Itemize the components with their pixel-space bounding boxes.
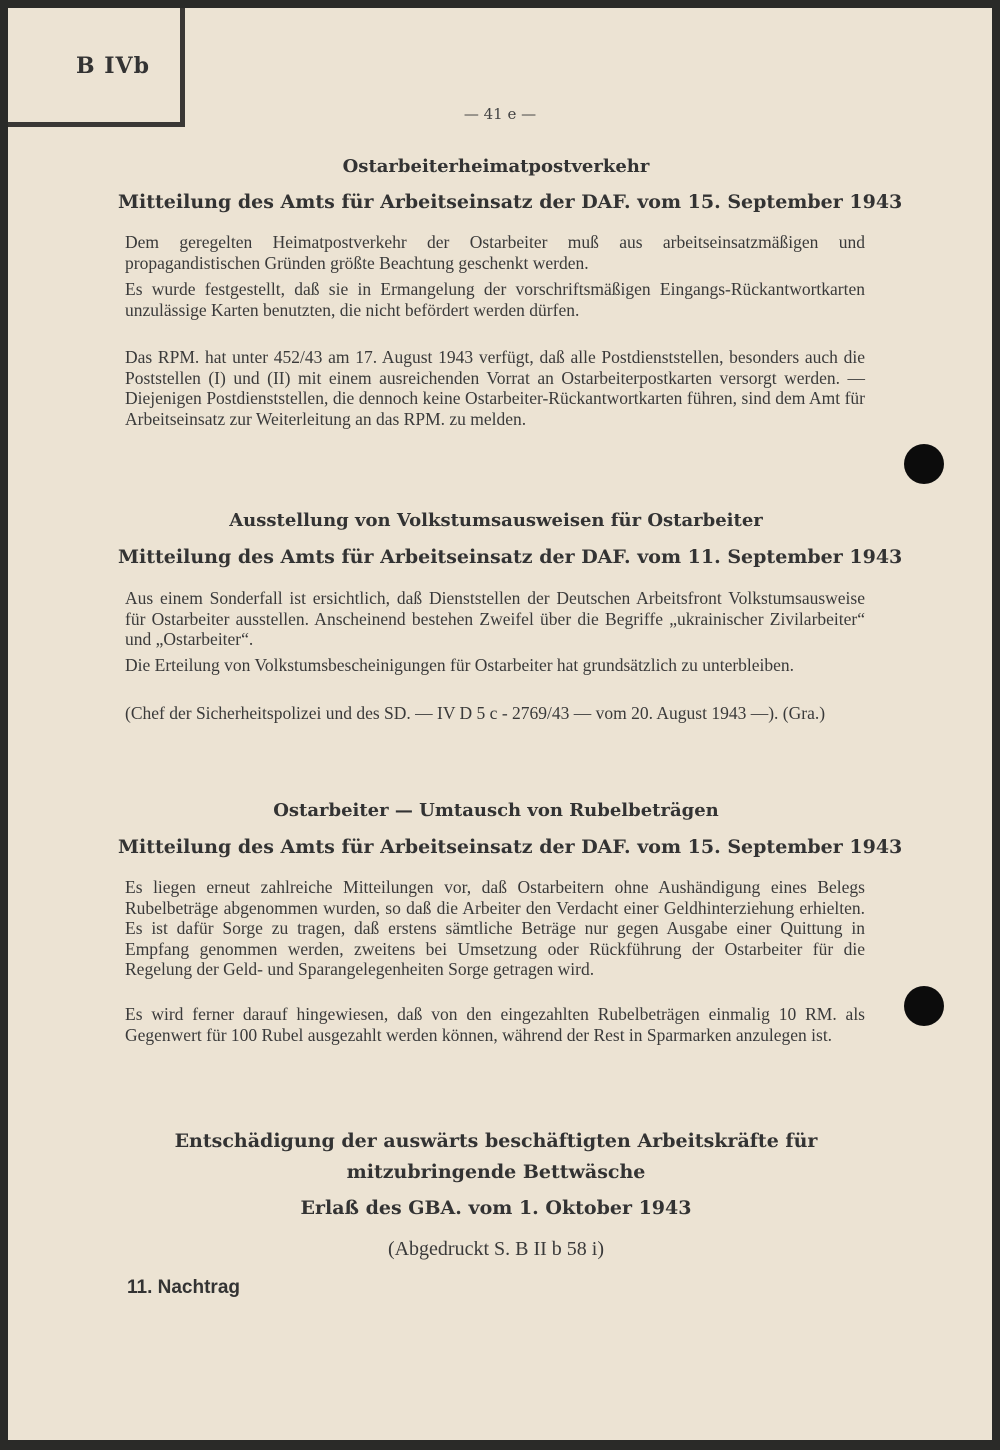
section-3-paragraph-1: Es liegen erneut zahlreiche Mitteilungen vor, daß Ostarbeitern ohne Aushändigung eines Belegs Rubelbeträge abgenommen wurden, so daß die Arbeiter den Verdacht einer Geldhinterziehung erhielten. Es ist dafür Sorge zu tragen, daß erstens sämtliche Beträge nur gegen Ausgabe einer Quittung in Empfang genommen werden, zweitens bei Umsetzung oder Rückführung der Ostarbeiter für die Regelung der Geld- und Sparangelegenheiten Sorge getragen wird. [125,877,865,979]
section-1-title: Ostarbeiterheimatpostverkehr [342,156,650,177]
section-1-paragraph-1: Dem geregelten Heimatpostverkehr der Ostarbeiter muß aus arbeitseinsatzmäßigen und propagandistischen Gründen größte Beachtung geschenkt werden. [125,232,865,273]
section-1-subtitle: Mitteilung des Amts für Arbeitseinsatz der DAF. vom 15. September 1943 [118,191,903,213]
section-2-paragraph-3: (Chef der Sicherheitspolizei und des SD. — IV D 5 c - 2769/43 — vom 20. August 1943 —). (Gra.) [125,703,826,723]
section-1-paragraph-2: Es wurde festgestellt, daß sie in Ermangelung der vorschriftsmäßigen Eingangs-Rückantwortkarten unzulässige Karten benutzten, die nicht befördert werden dürfen. [125,279,865,320]
section-3-subtitle: Mitteilung des Amts für Arbeitseinsatz der DAF. vom 15. September 1943 [118,836,903,858]
section-2-paragraph-2: Die Erteilung von Volkstumsbescheinigungen für Ostarbeiter hat grundsätzlich zu unterbleiben. [125,655,795,675]
section-3-title: Ostarbeiter — Umtausch von Rubelbeträgen [273,800,719,821]
punch-hole-lower [904,986,944,1026]
supplement-label: 11. Nachtrag [127,1277,240,1298]
section-4-title: Entschädigung der auswärts beschäftigten Arbeitskräfte für mitzubringende Bettwäsche [174,1130,818,1183]
section-2-title: Ausstellung von Volkstumsausweisen für Ostarbeiter [229,510,763,531]
section-tab-label: B IVb [76,53,150,79]
punch-hole-upper [904,444,944,484]
section-1-paragraph-3: Das RPM. hat unter 452/43 am 17. August 1943 verfügt, daß alle Postdienststellen, besonders auch die Poststellen (I) und (II) mit einem ausreichenden Vorrat an Ostarbeiterpostkarten versorgt werden. — Diejenigen Postdienststellen, die dennoch keine Ostarbeiter-Rückantwortkarten führen, sind dem Amt für Arbeitseinsatz zur Weiterleitung an das RPM. zu melden. [125,347,865,429]
section-3-paragraph-2: Es wird ferner darauf hingewiesen, daß von den eingezahlten Rubelbeträgen einmalig 10 RM. als Gegenwert für 100 Rubel ausgezahlt werden können, während der Rest in Sparmarken anzulegen ist. [125,1004,865,1045]
section-4-decree: Erlaß des GBA. vom 1. Oktober 1943 [300,1197,692,1219]
page-number: — 41 e — [463,105,537,123]
section-4-reprint-note: (Abgedruckt S. B II b 58 i) [387,1238,605,1260]
section-2-paragraph-1: Aus einem Sonderfall ist ersichtlich, daß Dienststellen der Deutschen Arbeitsfront Volkstumsausweise für Ostarbeiter ausstellen. Anscheinend bestehen Zweifel über die Begriffe „ukrainischer Zivilarbeiter“ und „Ostarbeiter“. [125,588,865,649]
document-page [8,8,992,1440]
section-2-subtitle: Mitteilung des Amts für Arbeitseinsatz der DAF. vom 11. September 1943 [118,546,903,568]
